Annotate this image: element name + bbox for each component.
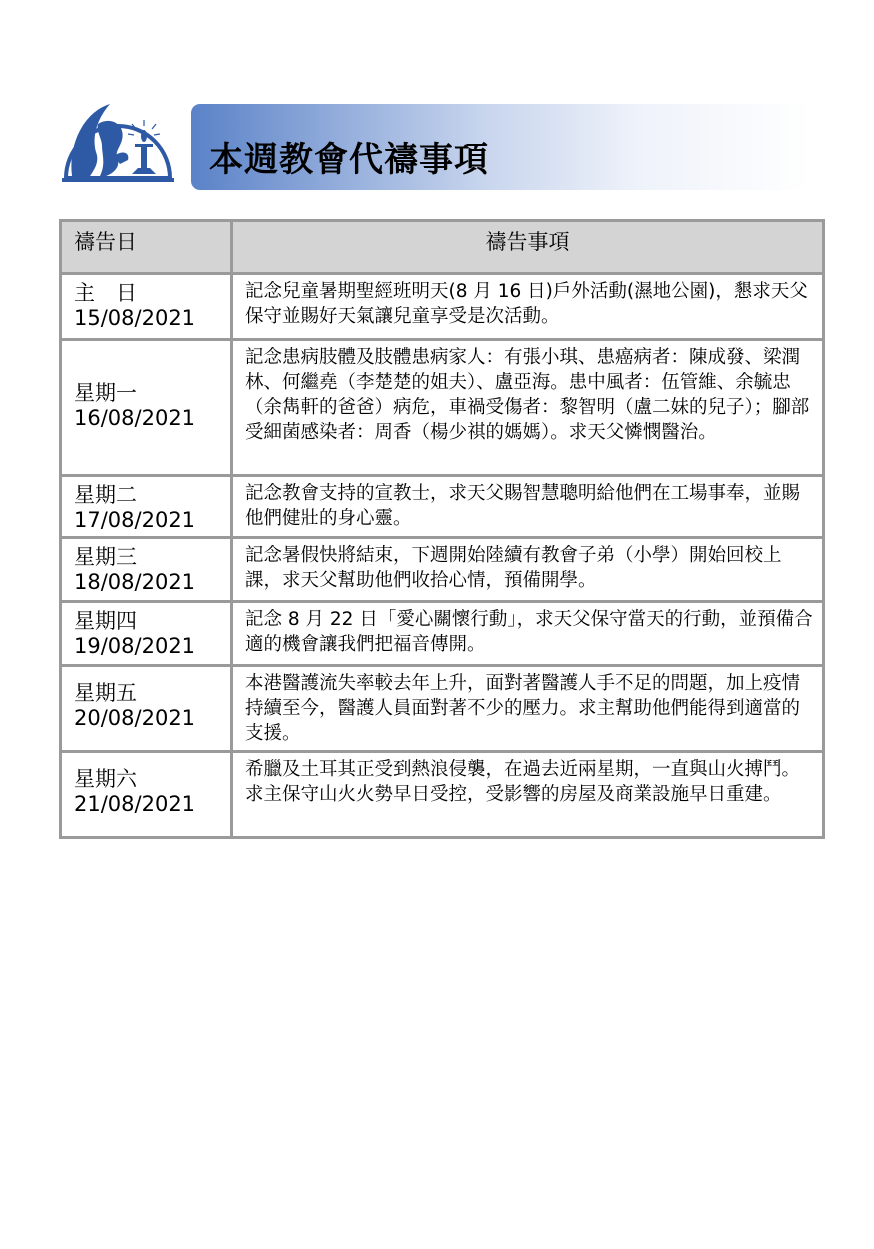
date-cell [61, 538, 232, 602]
prayer-table [59, 219, 825, 839]
table-row [61, 538, 824, 602]
prayer-text-cell [232, 476, 824, 538]
date-cell [61, 340, 232, 476]
table-row [61, 340, 824, 476]
prayer-text: 本港醫護流失率較去年上升，面對著醫護人手不足的問題，加上疫情持續至今，醫護人員面對著不少的壓力。求主幫助他們能得到適當的支援。 [245, 673, 801, 744]
table-row [61, 476, 824, 538]
prayer-text-cell [232, 538, 824, 602]
date-cell [61, 274, 232, 340]
title-banner [191, 104, 811, 190]
prayer-text-cell [232, 274, 824, 340]
prayer-text-cell [232, 340, 824, 476]
weekday: 星期五 [74, 681, 137, 705]
table-row [61, 274, 824, 340]
table-row [61, 752, 824, 838]
weekday: 主 日 [74, 281, 137, 305]
date: 17/08/2021 [74, 508, 196, 532]
date: 21/08/2021 [74, 792, 196, 816]
table-row [61, 602, 824, 666]
table-row [61, 666, 824, 752]
page-title: 本週教會代禱事項 [209, 140, 489, 180]
weekday: 星期四 [74, 609, 137, 633]
prayer-text: 記念 8 月 22 日「愛心關懷行動」，求天父保守當天的行動，並預備合適的機會讓我們把福音傳開。 [245, 609, 813, 655]
date-cell [61, 476, 232, 538]
prayer-text-cell [232, 752, 824, 838]
church-logo [62, 94, 174, 184]
date: 18/08/2021 [74, 570, 196, 594]
date: 19/08/2021 [74, 634, 196, 658]
weekday: 星期六 [74, 767, 137, 791]
table-header-row [61, 221, 824, 274]
prayer-text: 記念兒童暑期聖經班明天(8 月 16 日)戶外活動(濕地公園)，懇求天父保守並賜好天氣讓兒童享受是次活動。 [245, 281, 808, 327]
weekday: 星期二 [74, 483, 137, 507]
date: 20/08/2021 [74, 706, 196, 730]
weekday: 星期一 [74, 381, 137, 405]
header-prayer-day: 禱告日 [61, 221, 232, 274]
prayer-text: 記念患病肢體及肢體患病家人：有張小琪、患癌病者：陳成發、梁潤林、何繼堯（李楚楚的姐夫）、盧亞海。患中風者：伍管維、余毓忠（余雋軒的爸爸）病危，車禍受傷者：黎智明（盧二妹的兒子）；腳部受細菌感染者：周香（楊少祺的媽媽）。求天父憐憫醫治。 [245, 347, 810, 443]
date: 15/08/2021 [74, 306, 196, 330]
date-cell [61, 752, 232, 838]
date-cell [61, 666, 232, 752]
prayer-text-cell [232, 666, 824, 752]
prayer-text-cell [232, 602, 824, 666]
header-prayer-items: 禱告事項 [232, 221, 824, 274]
date-cell [61, 602, 232, 666]
prayer-text: 記念暑假快將結束，下週開始陸續有教會子弟（小學）開始回校上課，求天父幫助他們收拾心情，預備開學。 [245, 545, 782, 591]
weekday: 星期三 [74, 545, 137, 569]
prayer-text: 希臘及土耳其正受到熱浪侵襲，在過去近兩星期，一直與山火搏鬥。求主保守山火火勢早日受控，受影響的房屋及商業設施早日重建。 [245, 759, 801, 805]
prayer-text: 記念教會支持的宣教士，求天父賜智慧聰明給他們在工場事奉，並賜他們健壯的身心靈。 [245, 483, 801, 529]
date: 16/08/2021 [74, 406, 196, 430]
